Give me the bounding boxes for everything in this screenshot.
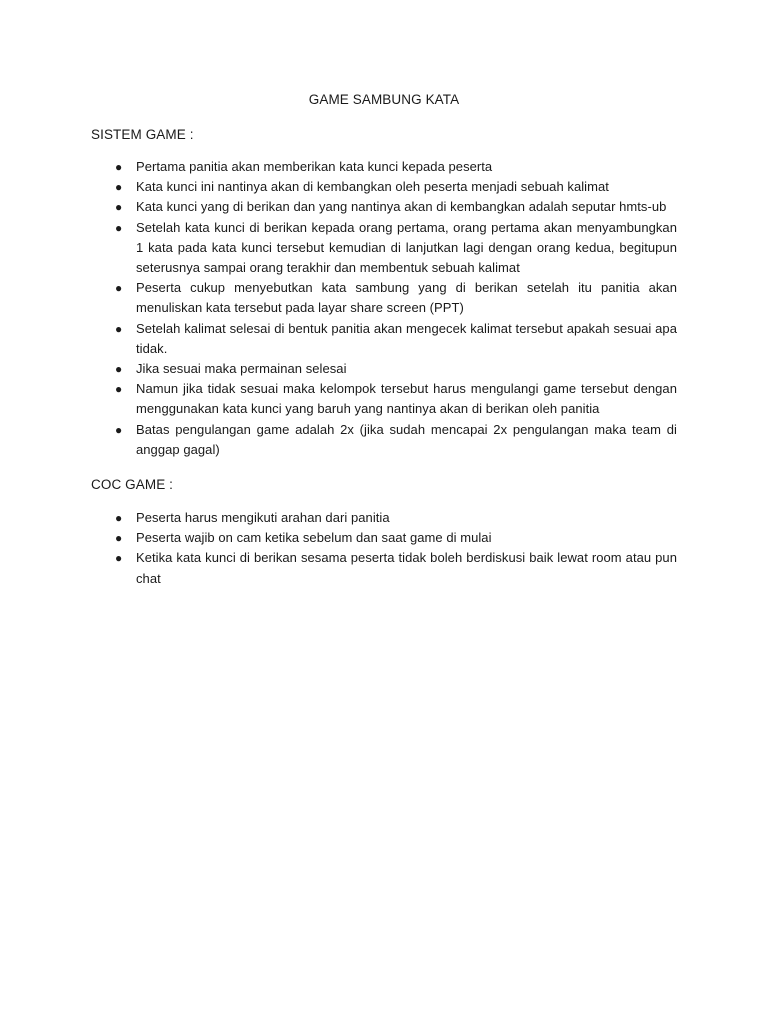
bullet-icon: ● xyxy=(115,160,123,174)
list-item xyxy=(91,508,677,528)
list-item-text: Setelah kata kunci di berikan kepada orang pertama, orang pertama akan menyambungkan 1 kata pada kata kunci tersebut kemudian di lanjutkan lagi dengan orang kedua, begitupun seterusnya sampai orang terakhir dan membentuk sebuah kalimat xyxy=(136,219,677,276)
list-item xyxy=(91,420,677,460)
list-item xyxy=(91,379,677,419)
list-item xyxy=(91,197,677,217)
list-item xyxy=(91,548,677,588)
bullet-icon: ● xyxy=(115,200,123,215)
bullet-icon: ● xyxy=(115,531,123,546)
bullet-icon: ● xyxy=(115,551,123,566)
list-item-text: Peserta wajib on cam ketika sebelum dan saat game di mulai xyxy=(136,530,492,546)
list-item xyxy=(91,218,677,279)
list-item-text: Namun jika tidak sesuai maka kelompok tersebut harus mengulangi game tersebut dengan menggunakan kata kunci yang baruh yang nantinya akan di berikan oleh panitia xyxy=(136,381,677,417)
list-item-text: Kata kunci yang di berikan dan yang nantinya akan di kembangkan adalah seputar hmts-ub xyxy=(136,199,667,215)
list-item-text: Peserta harus mengikuti arahan dari panitia xyxy=(136,510,390,525)
list-item xyxy=(91,177,677,197)
list-item-text: Batas pengulangan game adalah 2x (jika sudah mencapai 2x pengulangan maka team di anggap gagal) xyxy=(136,421,677,457)
section-heading-coc-game: COC GAME : xyxy=(91,477,174,492)
list-item xyxy=(91,278,677,318)
list-item xyxy=(91,359,677,379)
bullet-icon: ● xyxy=(115,511,123,525)
list-item xyxy=(91,157,677,177)
bullet-icon: ● xyxy=(115,362,123,377)
list-item-text: Jika sesuai maka permainan selesai xyxy=(136,361,347,377)
section-heading-sistem-game: SISTEM GAME : xyxy=(91,127,194,142)
document-title: GAME SAMBUNG KATA xyxy=(308,92,460,107)
list-item xyxy=(91,528,677,548)
sistem-game-list xyxy=(91,157,677,460)
bullet-icon: ● xyxy=(115,180,123,195)
list-item-text: Pertama panitia akan memberikan kata kunci kepada peserta xyxy=(136,159,493,174)
bullet-icon: ● xyxy=(115,321,123,336)
bullet-icon: ● xyxy=(115,382,123,397)
list-item-text: Ketika kata kunci di berikan sesama peserta tidak boleh berdiskusi baik lewat room atau pun chat xyxy=(136,550,677,586)
list-item xyxy=(91,319,677,359)
list-item-text: Setelah kalimat selesai di bentuk panitia akan mengecek kalimat tersebut apakah sesuai apa tidak. xyxy=(136,320,677,356)
bullet-icon: ● xyxy=(115,281,123,296)
list-item-text: Peserta cukup menyebutkan kata sambung yang di berikan setelah itu panitia akan menuliskan kata tersebut pada layar share screen (PPT) xyxy=(136,280,677,316)
bullet-icon: ● xyxy=(115,220,123,235)
list-item-text: Kata kunci ini nantinya akan di kembangkan oleh peserta menjadi sebuah kalimat xyxy=(136,179,609,195)
coc-game-list xyxy=(91,508,677,589)
bullet-icon: ● xyxy=(115,422,123,437)
